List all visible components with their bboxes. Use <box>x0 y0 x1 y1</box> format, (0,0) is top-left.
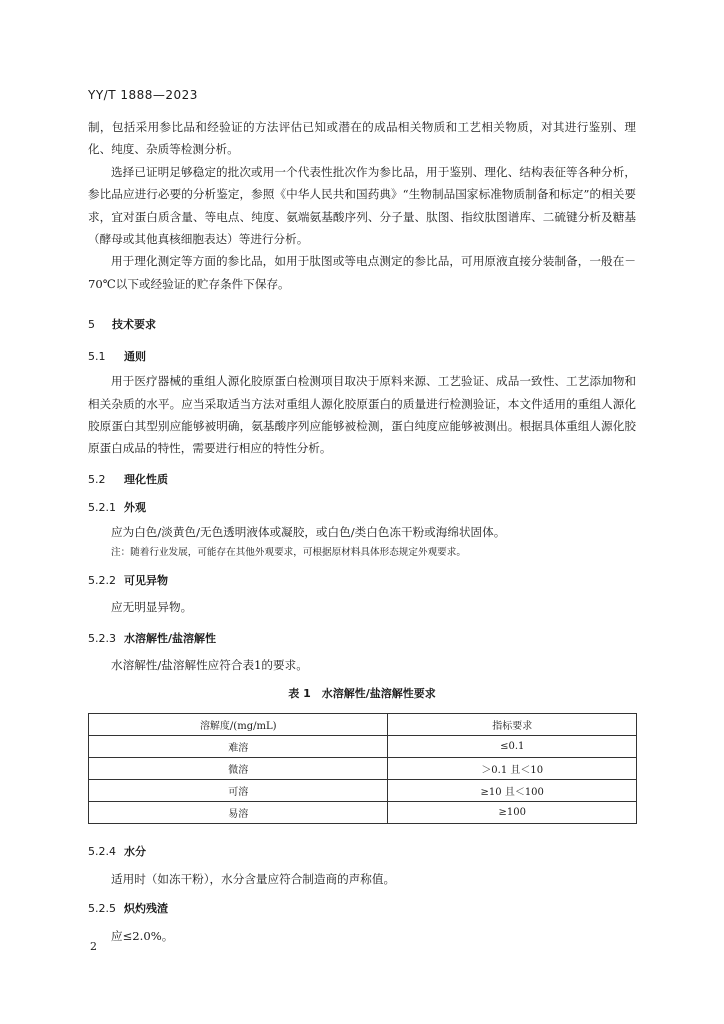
paragraph: 应为白色/淡黄色/无色透明液体或凝胶，或白色/类白色冻干粉或海绵状固体。 <box>111 524 506 539</box>
section-title: 通则 <box>124 350 146 364</box>
section-number: 5.2.3 <box>88 631 116 645</box>
paragraph: 应≤2.0%。 <box>111 928 174 943</box>
section-heading-5 <box>88 315 636 335</box>
table-cell: ≥10 且＜100 <box>388 780 637 802</box>
section-title: 理化性质 <box>124 472 168 486</box>
paragraph: 水溶解性/盐溶解性应符合表1的要求。 <box>111 657 308 672</box>
section-number: 5.2.5 <box>88 901 116 915</box>
section-number: 5.2.1 <box>88 500 116 514</box>
table-title: 表 1 水溶解性/盐溶解性要求 <box>288 687 436 701</box>
table-row <box>89 736 637 758</box>
section-number: 5.2 <box>88 472 106 486</box>
section-number: 5.1 <box>88 350 106 364</box>
section-heading-5-2-1 <box>88 498 636 518</box>
table-row <box>89 758 637 780</box>
paragraph: 制，包括采用参比品和经验证的方法评估已知或潜在的成品相关物质和工艺相关物质，对其进行鉴别、理化、纯度、杂质等检测分析。 <box>88 120 636 157</box>
section-heading-5-2-4 <box>88 842 636 862</box>
section-number: 5.2.2 <box>88 574 116 588</box>
table-cell: ≥100 <box>388 802 637 824</box>
section-number: 5 <box>88 318 95 332</box>
paragraph: 用于理化测定等方面的参比品，如用于肽图或等电点测定的参比品，可用原液直接分装制备，一般在－70℃以下或经验证的贮存条件下保存。 <box>88 254 636 291</box>
section-title: 可见异物 <box>124 574 168 588</box>
table-cell: 难溶 <box>89 736 388 758</box>
table-cell: ≤0.1 <box>388 736 637 758</box>
section-number: 5.2.4 <box>88 845 116 859</box>
section-heading-5-2-5 <box>88 899 636 919</box>
table-cell: ＞0.1 且＜10 <box>388 758 637 780</box>
note: 注：随着行业发展，可能存在其他外观要求，可根据原材料具体形态规定外观要求。 <box>111 547 466 559</box>
section-title: 水分 <box>124 845 146 859</box>
section-heading-5-2-2 <box>88 571 636 591</box>
paragraph: 选择已证明足够稳定的批次或用一个代表性批次作为参比品，用于鉴别、理化、结构表征等各种分析，参比品应进行必要的分析鉴定，参照《中华人民共和国药典》“生物制品国家标准物质制备和标定”的相关要求，宜对蛋白质含量、等电点、纯度、氨端氨基酸序列、分子量、肽图、指纹肽图谱库、二硫键分析及糖基（酵母或其他真核细胞表达）等进行分析。 <box>88 164 636 247</box>
section-title: 外观 <box>124 500 146 514</box>
section-title: 技术要求 <box>112 318 156 332</box>
document-code: YY/T 1888—2023 <box>88 88 198 102</box>
section-heading-5-1 <box>88 347 636 367</box>
table-header-cell: 指标要求 <box>388 714 637 736</box>
table-header-row <box>89 714 637 736</box>
page-content <box>88 116 636 947</box>
table-header-cell: 溶解度/(mg/mL) <box>89 714 388 736</box>
table-cell: 微溶 <box>89 758 388 780</box>
solubility-table <box>88 713 637 824</box>
section-heading-5-2-3 <box>88 629 636 649</box>
table-row <box>89 802 637 824</box>
section-title: 炽灼残渣 <box>124 901 168 915</box>
paragraph: 适用时（如冻干粉），水分含量应符合制造商的声称值。 <box>111 872 396 887</box>
page-number: 2 <box>90 940 97 953</box>
section-title: 水溶解性/盐溶解性 <box>124 631 217 645</box>
section-heading-5-2 <box>88 470 636 490</box>
table-row <box>89 780 637 802</box>
table-cell: 可溶 <box>89 780 388 802</box>
paragraph: 应无明显异物。 <box>111 600 193 615</box>
paragraph: 用于医疗器械的重组人源化胶原蛋白检测项目取决于原料来源、工艺验证、成品一致性、工艺添加物和相关杂质的水平。应当采取适当方法对重组人源化胶原蛋白的质量进行检测验证，本文件适用的重组人源化胶原蛋白其型别应能够被明确，氨基酸序列应能够被检测，蛋白纯度应能够被测出。根据具体重组人源化胶原蛋白成品的特性，需要进行相应的特性分析。 <box>88 374 636 456</box>
table-cell: 易溶 <box>89 802 388 824</box>
